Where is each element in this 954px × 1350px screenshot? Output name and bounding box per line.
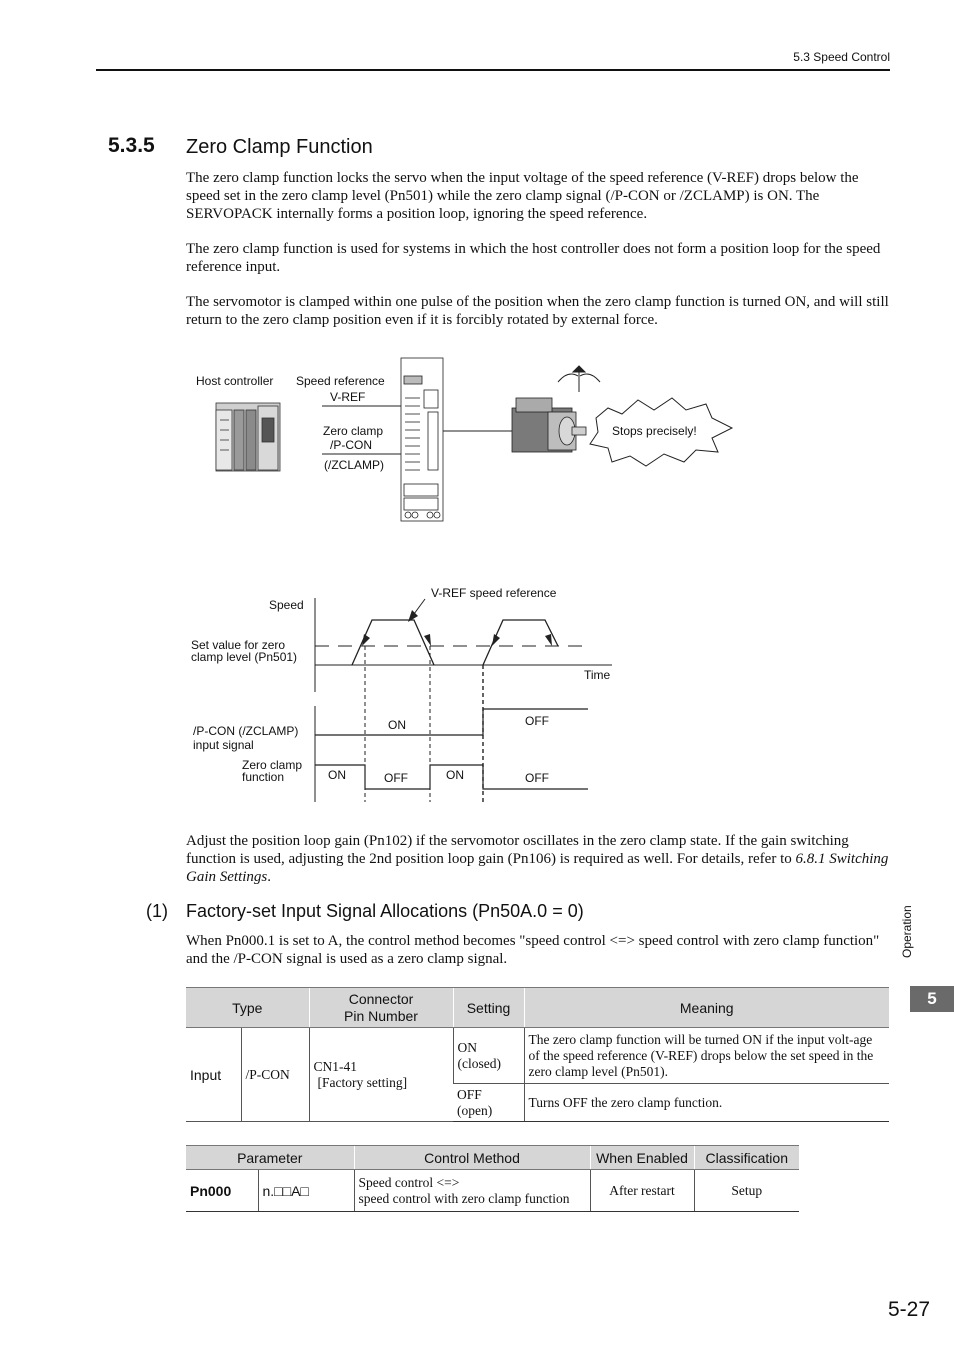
cell-classification: Setup bbox=[694, 1170, 799, 1212]
zc-function-label-1: Zero clamp bbox=[242, 758, 303, 772]
signal-allocation-table bbox=[186, 987, 889, 1122]
paragraph-2: The zero clamp function is used for systems in which the host controller does not form a position loop for the speed reference input. bbox=[186, 241, 881, 275]
cell-signal: /P-CON bbox=[241, 1028, 309, 1122]
cell-setting-on bbox=[453, 1028, 524, 1084]
header-type: Type bbox=[186, 988, 309, 1028]
timing-chart bbox=[191, 586, 612, 802]
stops-precisely-text: Stops precisely! bbox=[612, 424, 697, 438]
subsection-number: (1) bbox=[146, 901, 168, 921]
pcon-on-label: ON bbox=[388, 718, 406, 732]
header-setting: Setting bbox=[453, 988, 524, 1028]
rotation-arrows-icon bbox=[558, 366, 600, 392]
pcon-signal-label-2: input signal bbox=[193, 738, 254, 752]
vref-pointer bbox=[414, 599, 425, 614]
chapter-tab[interactable]: 5 bbox=[910, 986, 954, 1012]
zc-off-label-1: OFF bbox=[384, 771, 408, 785]
zc-off-label-2: OFF bbox=[525, 771, 549, 785]
speed-axis-label: Speed bbox=[269, 598, 304, 612]
cell-control-method bbox=[354, 1170, 590, 1212]
method-line-1: Speed control <=> bbox=[358, 1174, 460, 1190]
paragraph-4-end: . bbox=[267, 869, 271, 885]
cell-pin bbox=[309, 1028, 453, 1122]
page-number: 5-27 bbox=[887, 1298, 930, 1321]
host-controller-label: Host controller bbox=[196, 374, 274, 388]
paragraph-5: When Pn000.1 is set to A, the control method becomes "speed control <=> speed control with zero clamp function" and the /P-CON signal is used as a zero clamp signal. bbox=[186, 933, 880, 967]
servopack-icon bbox=[401, 358, 443, 521]
parameter-table bbox=[186, 1145, 799, 1212]
section-title: Zero Clamp Function bbox=[186, 136, 373, 158]
cell-meaning-off: Turns OFF the zero clamp function. bbox=[524, 1084, 889, 1122]
setting-off-open: (open) bbox=[457, 1102, 493, 1118]
cell-parameter: Pn000 bbox=[186, 1170, 258, 1212]
arrow-up-1 bbox=[362, 634, 370, 646]
cell-type: Input bbox=[186, 1028, 241, 1122]
arrow-up-2 bbox=[492, 634, 500, 646]
cell-meaning-on: The zero clamp function will be turned ON if the input volt-age of the speed reference (V-REF) drops below the set speed in the zero clamp level (Pn501). bbox=[524, 1028, 889, 1084]
cell-pin-number: CN1-41 bbox=[313, 1058, 357, 1074]
paragraph-4-main: Adjust the position loop gain (Pn102) if the servomotor oscillates in the zero clamp state. If the gain switching function is used, adjusting the 2nd position loop gain (Pn106) is required as well. For details, refer to bbox=[186, 833, 849, 867]
header-when-enabled: When Enabled bbox=[590, 1146, 694, 1170]
chapter-side-text: Operation bbox=[900, 905, 914, 958]
paragraph-4 bbox=[186, 832, 890, 886]
cell-pin-factory: [Factory setting] bbox=[317, 1074, 408, 1090]
zc-on-label-2: ON bbox=[446, 768, 464, 782]
chapter-side-label bbox=[900, 900, 924, 960]
vref-label: V-REF bbox=[330, 390, 366, 404]
cell-setting-off bbox=[453, 1084, 524, 1122]
cell-when-enabled: After restart bbox=[590, 1170, 694, 1212]
pcon-off-label: OFF bbox=[525, 714, 549, 728]
header-classification: Classification bbox=[694, 1146, 799, 1170]
paragraph-1: The zero clamp function locks the servo when the input voltage of the speed reference (V-REF) drops below the speed set in the zero clamp level (Pn501) while the zero clamp signal (/P-CON or /ZCLAMP) is ON. The SERVOPACK internally forms a position loop, ignoring the speed reference. bbox=[186, 170, 859, 222]
header-parameter: Parameter bbox=[186, 1146, 354, 1170]
set-value-label-2: clamp level (Pn501) bbox=[191, 650, 298, 664]
zclamp-label: (/ZCLAMP) bbox=[324, 458, 384, 472]
servomotor-icon bbox=[512, 398, 586, 452]
pcon-signal-label-1: /P-CON (/ZCLAMP) bbox=[193, 724, 299, 738]
pcon-label: /P-CON bbox=[330, 438, 372, 452]
speed-reference-label: Speed reference bbox=[296, 374, 385, 388]
zc-on-label-1: ON bbox=[328, 768, 346, 782]
system-diagram bbox=[196, 358, 732, 521]
zc-function-label-2: function bbox=[242, 770, 285, 784]
setting-on-state: ON bbox=[457, 1039, 477, 1055]
header-connector: Connector Pin Number bbox=[309, 988, 453, 1028]
time-axis-label: Time bbox=[584, 668, 611, 682]
setting-off-state: OFF bbox=[457, 1086, 482, 1102]
header-meaning: Meaning bbox=[524, 988, 889, 1028]
subsection-title: Factory-set Input Signal Allocations (Pn50A.0 = 0) bbox=[186, 901, 584, 921]
section-number: 5.3.5 bbox=[108, 134, 155, 157]
arrow-down-2 bbox=[545, 634, 552, 646]
running-header: 5.3 Speed Control bbox=[793, 50, 890, 64]
host-controller-icon bbox=[216, 403, 280, 471]
method-line-2: speed control with zero clamp function bbox=[358, 1190, 570, 1206]
set-value-label-1: Set value for zero bbox=[191, 638, 286, 652]
paragraph-3: The servomotor is clamped within one pulse of the position when the zero clamp function is turned ON, and will still return to the zero clamp position even if it is forcibly rotated by external force. bbox=[186, 294, 889, 328]
header-control-method: Control Method bbox=[354, 1146, 590, 1170]
vref-speed-reference-label: V-REF speed reference bbox=[431, 586, 557, 600]
cross-reference-link[interactable]: 6.8.1 Switching Gain Settings bbox=[186, 851, 889, 885]
zero-clamp-label: Zero clamp bbox=[323, 424, 384, 438]
cell-value: n.□□A□ bbox=[258, 1170, 354, 1212]
setting-on-closed: (closed) bbox=[457, 1055, 501, 1071]
